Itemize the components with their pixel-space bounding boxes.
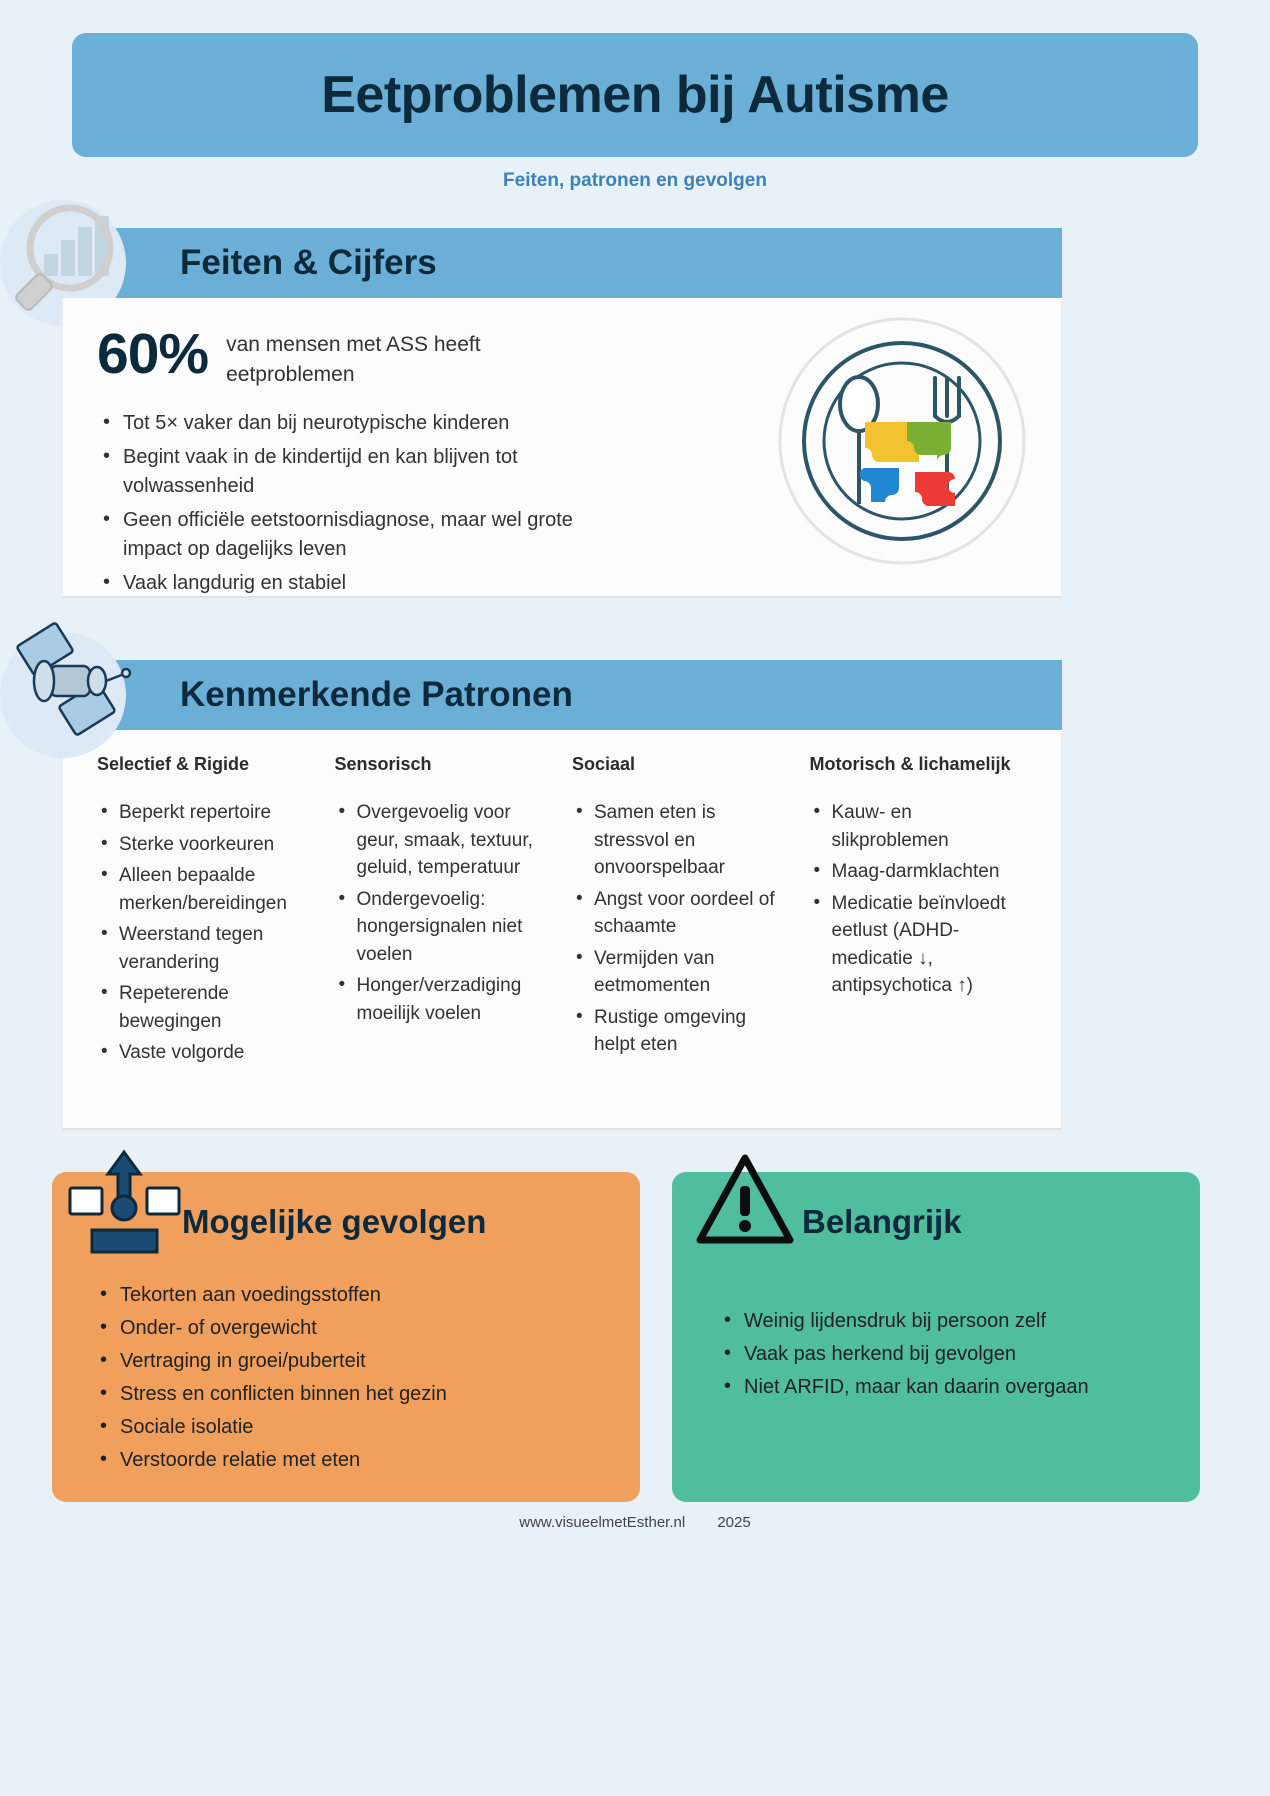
list-item: • Stress en conflicten binnen het gezin bbox=[98, 1379, 600, 1410]
list-item: • Overgevoelig voor geur, smaak, textuur, geluid, temperatuur bbox=[335, 799, 553, 882]
column-title: Selectief & Rigide bbox=[97, 754, 250, 774]
patterns-section bbox=[62, 660, 1062, 1130]
column-list bbox=[335, 799, 553, 1027]
important-header bbox=[672, 1172, 1200, 1272]
patterns-body bbox=[62, 730, 1062, 1130]
list-item: • Medicatie beïnvloedt eetlust (ADHD-medicatie ↓, antipsychotica ↑) bbox=[810, 890, 1028, 1000]
column-title: Motorisch & lichamelijk bbox=[809, 754, 1011, 774]
list-item: • Geen officiële eetstoornisdiagnose, maar wel grote impact op dagelijks leven bbox=[97, 506, 617, 564]
consequences-card bbox=[52, 1172, 640, 1502]
pattern-column-motorisch bbox=[810, 754, 1028, 1071]
patterns-column-grid bbox=[97, 754, 1027, 1071]
list-item: • Vermijden van eetmomenten bbox=[572, 945, 790, 1000]
facts-section-header bbox=[62, 228, 1062, 298]
column-list bbox=[810, 799, 1028, 1000]
list-item: • Samen eten is stressvol en onvoorspelbaar bbox=[572, 799, 790, 882]
consequences-header bbox=[52, 1172, 640, 1272]
page-title: Eetproblemen bij Autisme bbox=[321, 66, 949, 124]
column-title: Sensorisch bbox=[334, 754, 432, 774]
list-item: • Kauw- en slikproblemen bbox=[810, 799, 1028, 854]
facts-heading: Feiten & Cijfers bbox=[180, 243, 437, 282]
list-item: • Niet ARFID, maar kan daarin overgaan bbox=[722, 1372, 1160, 1403]
consequences-list bbox=[52, 1272, 640, 1476]
list-item: • Alleen bepaalde merken/bereidingen bbox=[97, 862, 315, 917]
pattern-column-sensorisch bbox=[335, 754, 553, 1071]
important-card bbox=[672, 1172, 1200, 1502]
page-title-banner bbox=[72, 33, 1198, 157]
satellite-icon bbox=[2, 614, 142, 759]
list-item: • Rustige omgeving helpt eten bbox=[572, 1004, 790, 1059]
facts-stat-text: van mensen met ASS heeft eetproblemen bbox=[226, 333, 481, 387]
list-item: • Onder- of overgewicht bbox=[98, 1313, 600, 1344]
list-item: • Tekorten aan voedingsstoffen bbox=[98, 1280, 600, 1311]
plate-with-puzzle-pieces-spoon-fork-icon bbox=[777, 316, 1027, 571]
list-item: • Begint vaak in de kindertijd en kan blijven tot volwassenheid bbox=[97, 443, 617, 501]
list-item: • Honger/verzadiging moeilijk voelen bbox=[335, 972, 553, 1027]
list-item: • Tot 5× vaker dan bij neurotypische kinderen bbox=[97, 409, 617, 438]
magnifying-glass-bar-chart-icon bbox=[4, 196, 134, 331]
important-list bbox=[672, 1272, 1200, 1403]
list-item: • Vaste volgorde bbox=[97, 1039, 315, 1067]
person-arrows-choice-icon bbox=[62, 1144, 187, 1264]
footer bbox=[0, 1514, 1270, 1531]
list-item: • Beperkt repertoire bbox=[97, 799, 315, 827]
column-title: Sociaal bbox=[572, 754, 636, 774]
column-list bbox=[97, 799, 315, 1067]
list-item: • Sterke voorkeuren bbox=[97, 831, 315, 859]
list-item: • Vertraging in groei/puberteit bbox=[98, 1346, 600, 1377]
patterns-heading: Kenmerkende Patronen bbox=[180, 675, 573, 714]
pattern-column-selectief bbox=[97, 754, 315, 1071]
important-heading: Belangrijk bbox=[802, 1203, 962, 1240]
list-item: • Sociale isolatie bbox=[98, 1412, 600, 1443]
pattern-column-sociaal bbox=[572, 754, 790, 1071]
footer-website: www.visueelmetEsther.nl bbox=[519, 1514, 686, 1531]
list-item: • Ondergevoelig: hongersignalen niet voelen bbox=[335, 886, 553, 969]
list-item: • Verstoorde relatie met eten bbox=[98, 1445, 600, 1476]
list-item: • Vaak langdurig en stabiel bbox=[97, 569, 617, 598]
facts-body bbox=[62, 298, 1062, 598]
page-subtitle: Feiten, patronen en gevolgen bbox=[503, 170, 767, 191]
list-item: • Angst voor oordeel of schaamte bbox=[572, 886, 790, 941]
column-list bbox=[572, 799, 790, 1059]
list-item: • Weinig lijdensdruk bij persoon zelf bbox=[722, 1306, 1160, 1337]
list-item: • Weerstand tegen verandering bbox=[97, 921, 315, 976]
facts-stat-value: 60% bbox=[97, 322, 209, 386]
list-item: • Vaak pas herkend bij gevolgen bbox=[722, 1339, 1160, 1370]
warning-triangle-icon bbox=[690, 1148, 800, 1258]
patterns-section-header bbox=[62, 660, 1062, 730]
list-item: • Repeterende bewegingen bbox=[97, 980, 315, 1035]
list-item: • Maag-darmklachten bbox=[810, 858, 1028, 886]
consequences-heading: Mogelijke gevolgen bbox=[182, 1203, 487, 1240]
footer-year: 2025 bbox=[717, 1514, 751, 1531]
facts-section bbox=[62, 228, 1062, 598]
